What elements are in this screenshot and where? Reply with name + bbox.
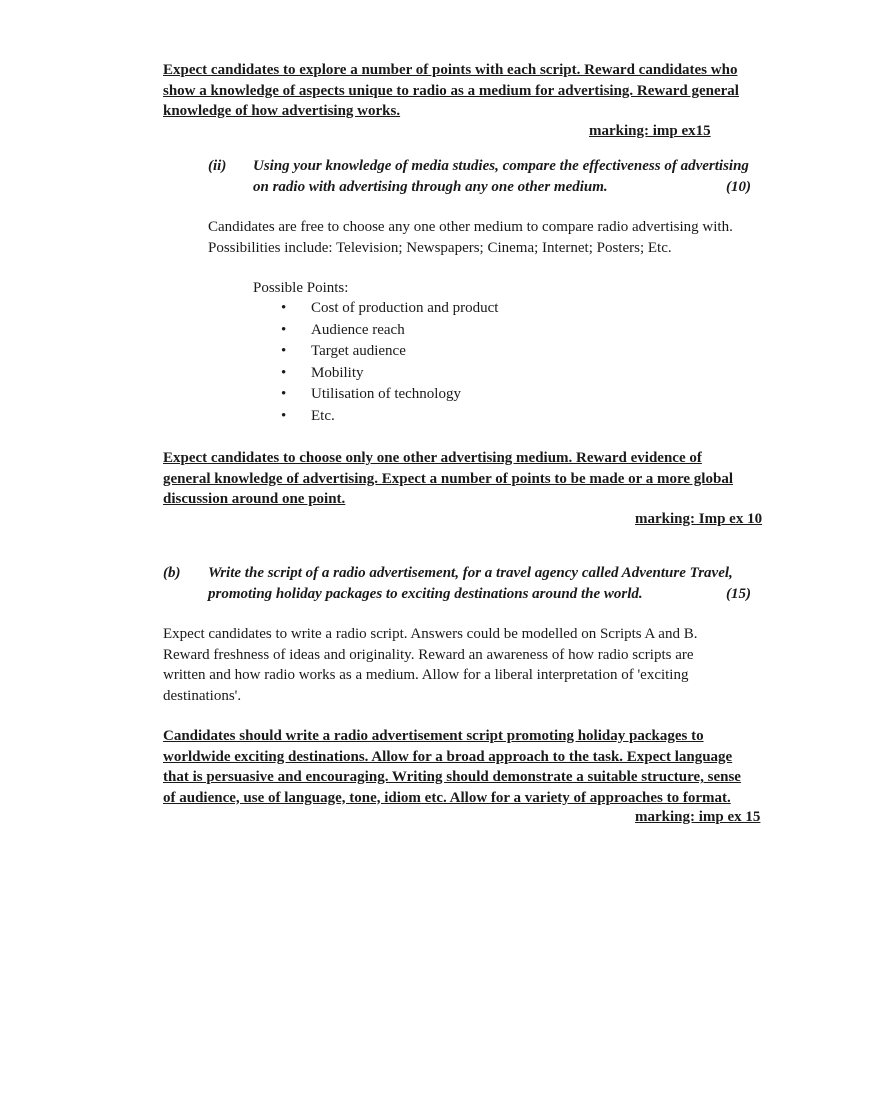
para3-line-2: worldwide exciting destinations. Allow for a broad approach to the task. Expect language: [163, 748, 733, 765]
para1-line-1: Expect candidates to explore a number of points with each script. Reward candidates who: [163, 62, 738, 78]
para2-line-2: general knowledge of advertising. Expect a number of points to be made or a more global: [163, 470, 733, 487]
question-b-text-line-3: written and how radio works as a medium. Allow for a liberal interpretation of 'exciting: [163, 667, 689, 683]
list-item: • Target audience: [281, 341, 498, 363]
question-ii-text-line-1: Candidates are free to choose any one other medium to compare radio advertising with.: [208, 219, 733, 235]
question-b-marks: (15): [726, 585, 751, 602]
bullet-icon: •: [281, 407, 287, 424]
list-item: • Audience reach: [281, 320, 498, 342]
list-item: • Utilisation of technology: [281, 384, 498, 406]
possible-points-heading: Possible Points:: [253, 280, 349, 296]
question-b-line-1: Write the script of a radio advertisement, for a travel agency called Adventure Travel,: [208, 565, 733, 581]
list-item: • Etc.: [281, 406, 498, 428]
question-b-text-line-4: destinations'.: [163, 687, 242, 704]
para3-line-1: Candidates should write a radio advertisement script promoting holiday packages to: [163, 728, 704, 744]
para1-line-2: show a knowledge of aspects unique to radio as a medium for advertising. Reward general: [163, 82, 739, 99]
para3-line-3: that is persuasive and encouraging. Writing should demonstrate a suitable structure, sense: [163, 769, 741, 785]
question-b-text-line-2: Reward freshness of ideas and originality. Reward an awareness of how radio scripts are: [163, 646, 694, 663]
question-b-line-2: promoting holiday packages to exciting destinations around the world.: [208, 585, 643, 602]
question-b-text-line-1: Expect candidates to write a radio script. Answers could be modelled on Scripts A and B.: [163, 626, 698, 642]
bullet-icon: •: [281, 343, 287, 359]
bullet-icon: •: [281, 364, 287, 381]
para1-line-3: knowledge of how advertising works.: [163, 103, 401, 119]
list-item: • Mobility: [281, 363, 498, 385]
para3-line-4: of audience, use of language, tone, idiom etc. Allow for a variety of approaches to format.: [163, 789, 731, 806]
question-ii-number: (ii): [208, 158, 227, 174]
marking-para3: marking: imp ex 15: [635, 809, 761, 825]
question-b-number: (b): [163, 565, 181, 581]
possible-points-list: [281, 298, 498, 427]
para2-line-3: discussion around one point.: [163, 491, 346, 507]
list-item: • Cost of production and product: [281, 298, 498, 320]
question-ii-text-line-2: Possibilities include: Television; Newspapers; Cinema; Internet; Posters; Etc.: [208, 239, 672, 256]
marking-para2: marking: Imp ex 10: [635, 511, 763, 527]
bullet-icon: •: [281, 321, 287, 338]
bullet-icon: •: [281, 300, 287, 316]
bullet-icon: •: [281, 386, 287, 402]
question-ii-line-2: on radio with advertising through any one other medium.: [253, 178, 608, 195]
question-ii-line-1: Using your knowledge of media studies, compare the effectiveness of advertising: [253, 158, 749, 174]
marking-para1: marking: imp ex15: [589, 123, 711, 139]
para2-line-1: Expect candidates to choose only one other advertising medium. Reward evidence of: [163, 450, 702, 466]
question-ii-marks: (10): [726, 178, 751, 195]
